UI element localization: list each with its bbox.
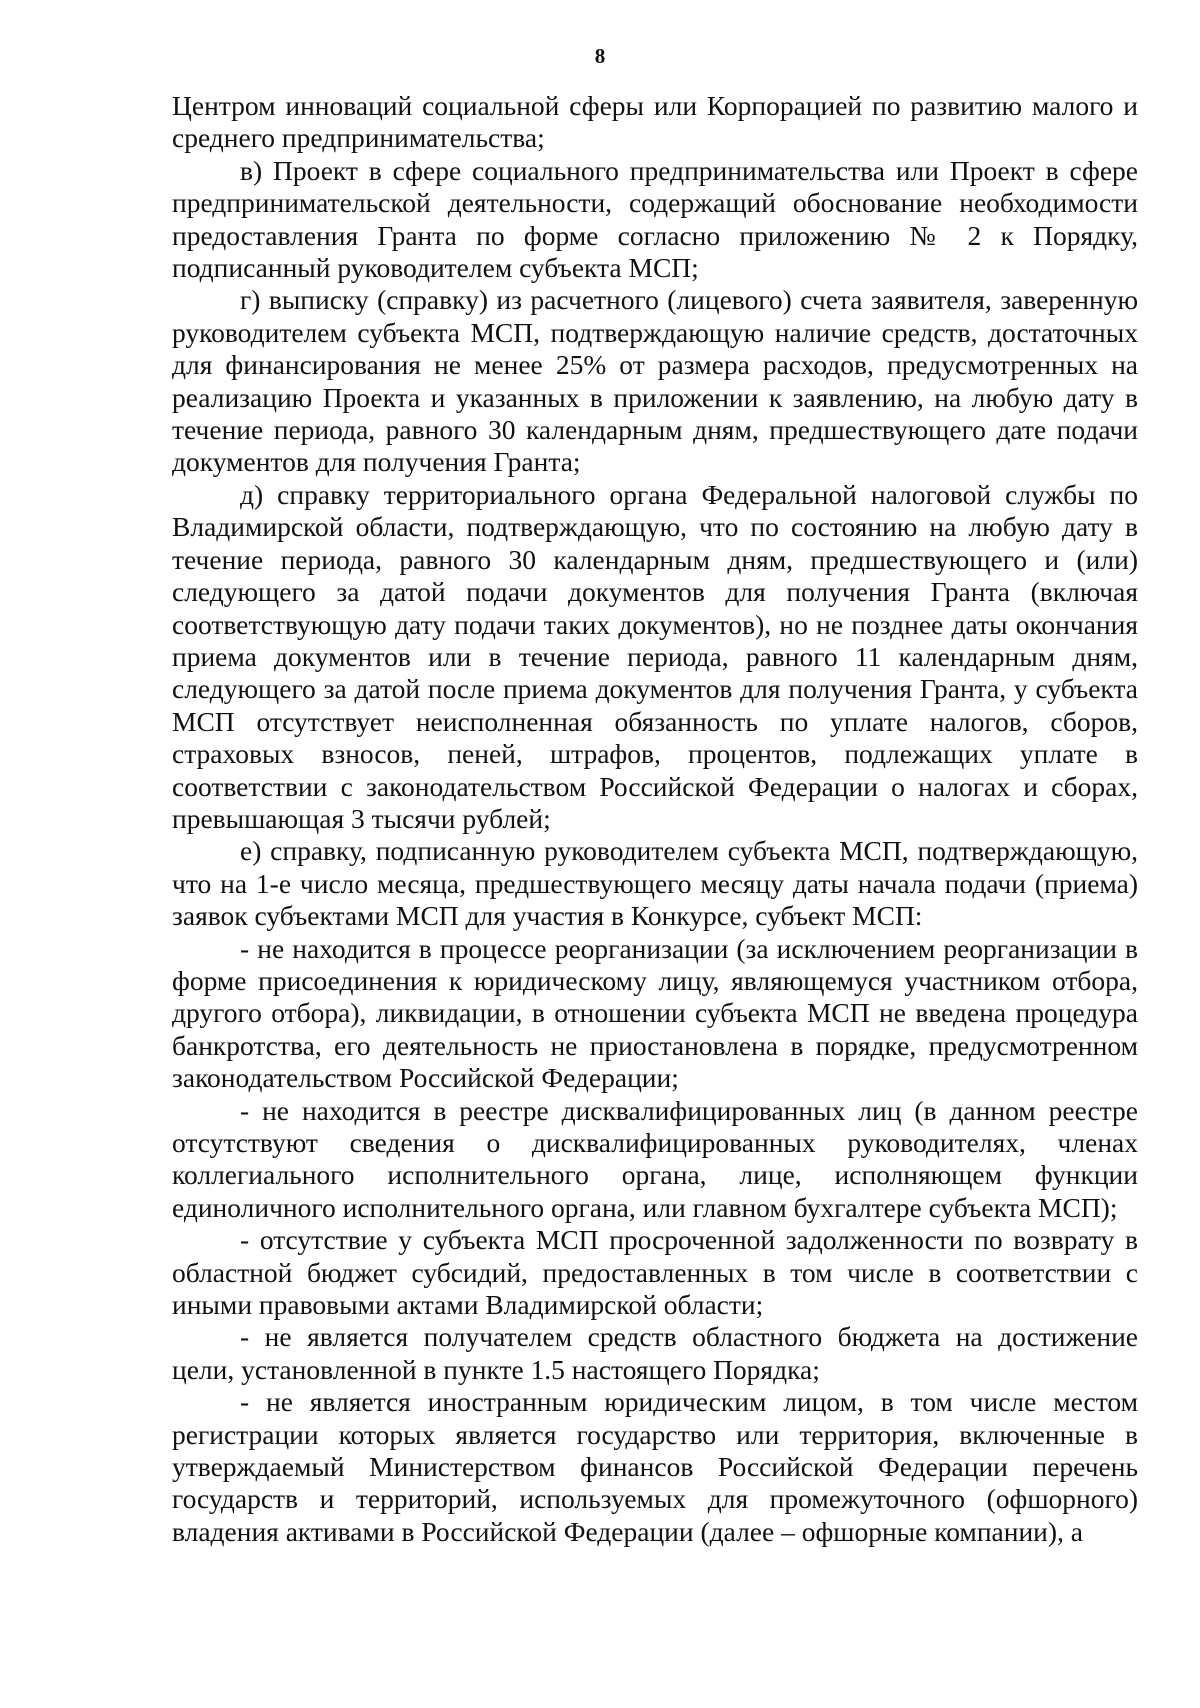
paragraph: - не является получателем средств областного бюджета на достижение цели, установленной в пункте 1.5 настоящего Порядка; [172, 1321, 1138, 1385]
page-number: 8 [594, 44, 606, 68]
paragraph: - не находится в процессе реорганизации (за исключением реорганизации в форме присоединения к юридическому лицу, являющемуся участником отбора, другого отбора), ликвидации, в отношении субъекта МСП не введена процедура банкротства, его деятельность не приостановлена в порядке, предусмотренном законодательством Российской Федерации; [172, 932, 1138, 1094]
document-body [172, 90, 1138, 1548]
paragraph: - не находится в реестре дисквалифицированных лиц (в данном реестре отсутствуют сведения о дисквалифицированных руководителях, членах коллегиального исполнительного органа, лице, исполняющем функции единоличного исполнительного органа, или главном бухгалтере субъекта МСП); [172, 1094, 1138, 1223]
paragraph: - не является иностранным юридическим лицом, в том числе местом регистрации которых является государство или территория, включенные в утверждаемый Министерством финансов Российской Федерации перечень государств и территорий, используемых для промежуточного (офшорного) владения активами в Российской Федерации (далее – офшорные компании), а [172, 1386, 1138, 1547]
paragraph: г) выписку (справку) из расчетного (лицевого) счета заявителя, заверенную руководителем субъекта МСП, подтверждающую наличие средств, достаточных для финансирования не менее 25% от размера расходов, предусмотренных на реализацию Проекта и указанных в приложении к заявлению, на любую дату в течение периода, равного 30 календарным дням, предшествующего дате подачи документов для получения Гранта; [172, 284, 1138, 478]
paragraph: д) справку территориального органа Федеральной налоговой службы по Владимирской области, подтверждающую, что по состоянию на любую дату в течение периода, равного 30 календарным дням, предшествующего и (или) следующего за датой подачи документов для получения Гранта (включая соответствующую дату подачи таких документов), но не позднее даты окончания приема документов или в течение периода, равного 11 календарным дням, следующего за датой после приема документов для получения Гранта, у субъекта МСП отсутствует неисполненная обязанность по уплате налогов, сборов, страховых взносов, пеней, штрафов, процентов, подлежащих уплате в соответствии с законодательством Российской Федерации о налогах и сборах, превышающая 3 тысячи рублей; [172, 478, 1138, 834]
paragraph: Центром инноваций социальной сферы или Корпорацией по развитию малого и среднего предпринимательства; [172, 90, 1138, 154]
paragraph: в) Проект в сфере социального предпринимательства или Проект в сфере предпринимательской деятельности, содержащий обоснование необходимости предоставления Гранта по форме согласно приложению № 2 к Порядку, подписанный руководителем субъекта МСП; [172, 154, 1138, 284]
paragraph: е) справку, подписанную руководителем субъекта МСП, подтверждающую, что на 1-е число месяца, предшествующего месяцу даты начала подачи (приема) заявок субъектами МСП для участия в Конкурсе, субъект МСП: [172, 835, 1138, 932]
paragraph: - отсутствие у субъекта МСП просроченной задолженности по возврату в областной бюджет субсидий, предоставленных в том числе в соответствии с иными правовыми актами Владимирской области; [172, 1224, 1138, 1321]
